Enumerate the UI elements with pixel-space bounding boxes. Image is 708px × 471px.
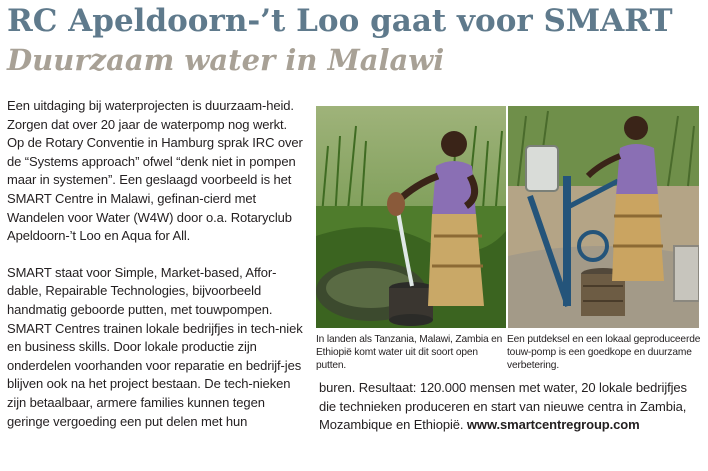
photo-caption-left: In landen als Tanzania, Malawi, Zambia en Ethiopië komt water uit dit soort open putten. [316,334,503,371]
photo-rope-pump [508,106,699,328]
body-continuation: buren. Resultaat: 120.000 mensen met water, 20 lokale bedrijfjes die technieken produceren en start van nieuwe centra in Zambia, Mozambique en Ethiopië. [319,380,687,433]
photo-caption-right: Een putdeksel en een lokaal geproduceerde touw-pomp is een goedkope en duurzame verbetering. [507,334,701,371]
article-left-column [7,97,307,431]
photo-strip [316,106,699,328]
body-paragraph-1: Een uitdaging bij waterprojecten is duurzaam-heid. Zorgen dat over 20 jaar de waterpomp nog werkt. Op de Rotary Conventie in Hamburg sprak IRC over de “Systems approach” ofwel “denk niet in pompen maar in systemen”. Een geslaagd voorbeeld is het SMART Centre in Malawi, gefinan-cierd met Wandelen voor Water (W4W) door o.a. Rotaryclub Apeldoorn-’t Loo en Aqua for All. [7,98,303,244]
body-paragraph-2: SMART staat voor Simple, Market-based, Affor-dable, Repairable Technologies, bijvoorbeeld handmatig geboorde putten, met touwpompen. SMART Centres trainen lokale bedrijfjes in tech-niek en business skills. Door lokale productie zijn onderdelen voorhanden voor reparatie en bedrijf-jes blijven ook na het project bestaan. De tech-nieken zijn betaalbaar, armere families kunnen tegen geringe vergoeding een put delen met hun [7,264,303,429]
website-link[interactable]: www.smartcentregroup.com [466,417,640,433]
article-subtitle: Duurzaam water in Malawi [7,43,445,77]
photo-open-well [316,106,506,328]
rope-pump-illustration [508,106,699,328]
article-right-column [319,379,704,435]
open-well-illustration [316,106,506,328]
article-title: RC Apeldoorn-’t Loo gaat voor SMART [7,3,673,39]
